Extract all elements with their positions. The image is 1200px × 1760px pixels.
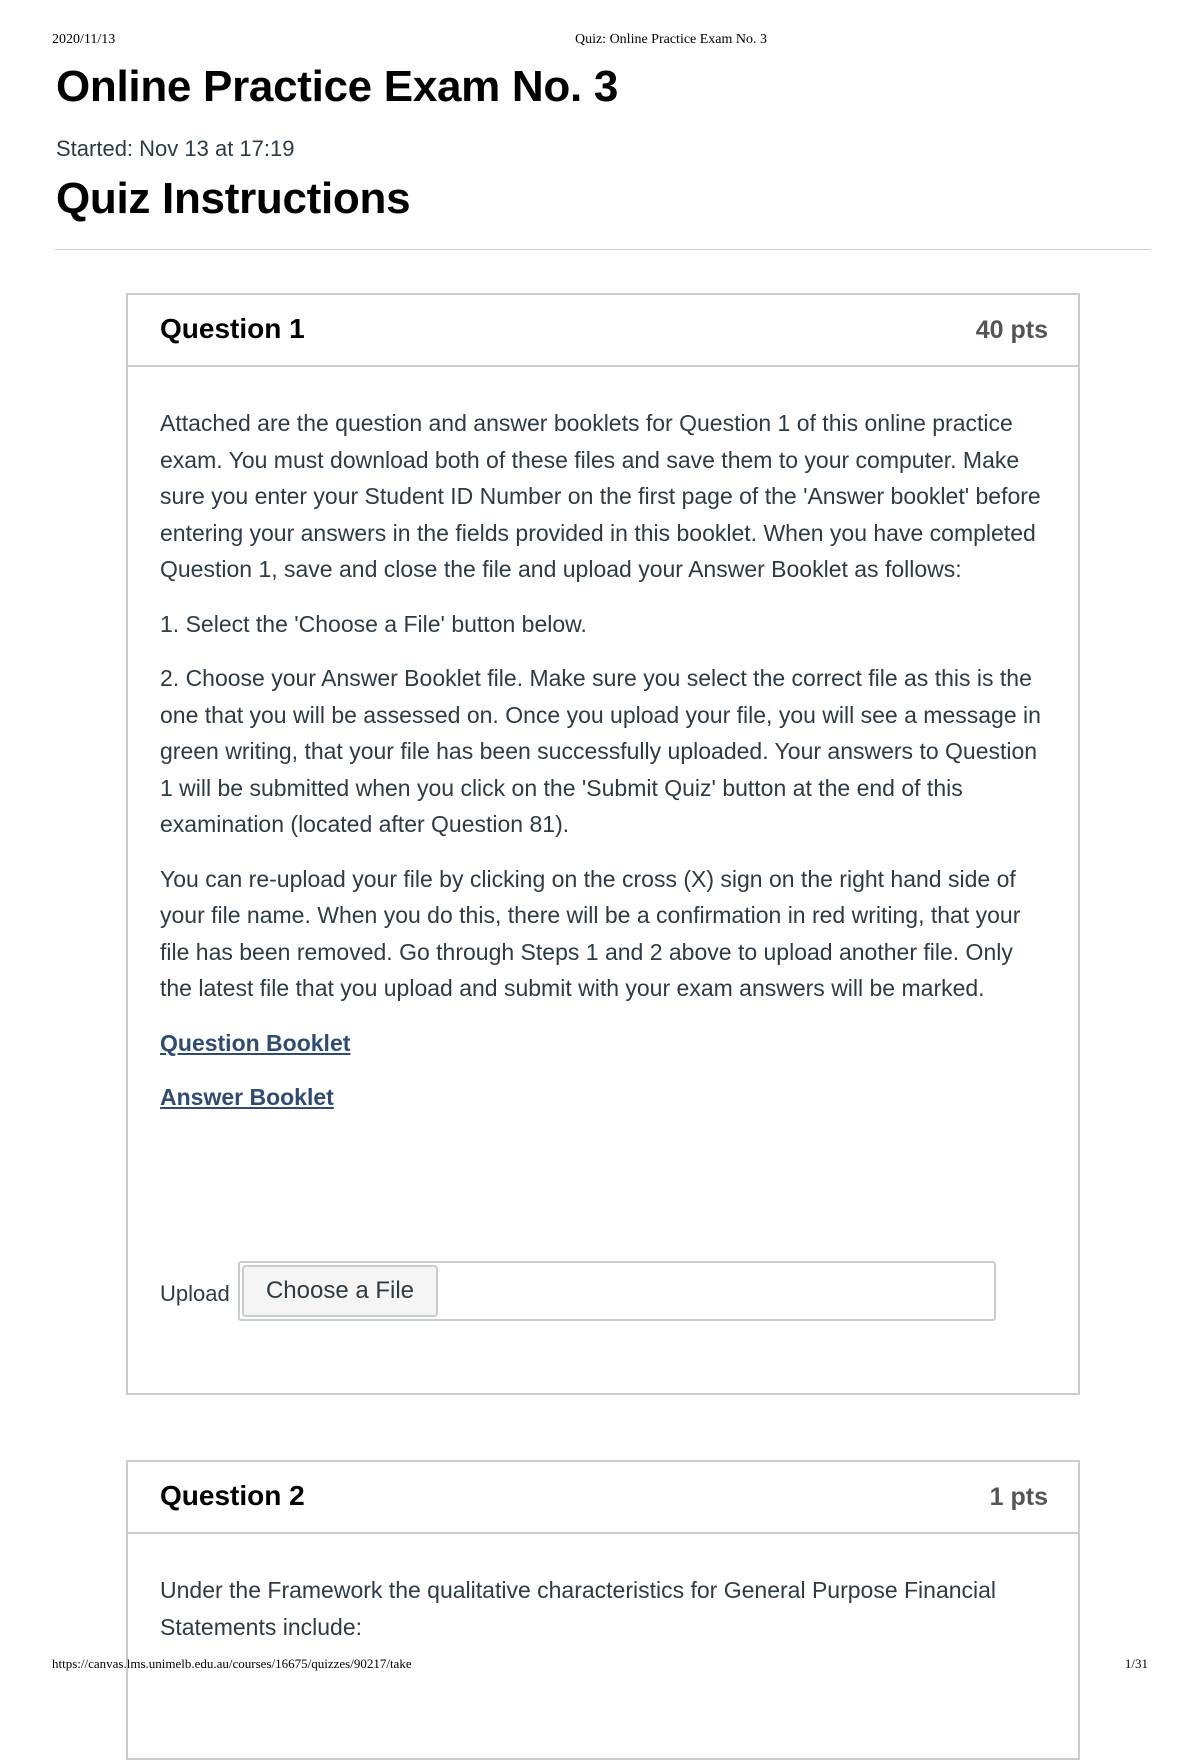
quiz-instructions-heading: Quiz Instructions: [56, 174, 411, 223]
question-2-header: [128, 1462, 1078, 1534]
print-page-title: Quiz: Online Practice Exam No. 3: [574, 32, 768, 47]
print-page-number: 1/31: [1124, 1656, 1148, 1671]
file-upload-field[interactable]: [238, 1261, 996, 1321]
question-booklet-link[interactable]: Question Booklet: [160, 1029, 351, 1056]
question-2-body: [128, 1534, 1078, 1645]
question-1-card: [126, 293, 1080, 1395]
answer-booklet-link[interactable]: Answer Booklet: [160, 1084, 334, 1110]
question-1-paragraph: 1. Select the 'Choose a File' button below.: [160, 610, 587, 637]
upload-label: Upload: [160, 1281, 230, 1306]
question-2-points: 1 pts: [989, 1483, 1048, 1511]
print-url: https://canvas.lms.unimelb.edu.au/courses/16675/quizzes/90217/take: [52, 1656, 412, 1671]
question-2-card: [126, 1460, 1080, 1760]
question-1-points: 40 pts: [975, 316, 1048, 344]
quiz-started-time: Started: Nov 13 at 17:19: [56, 136, 295, 161]
question-2-title: Question 2: [160, 1480, 305, 1511]
question-1-paragraph: You can re-upload your file by clicking on the cross (X) sign on the right hand side of your file name. When you do this, there will be a confirmation in red writing, that your file has been removed. Go through Steps 1 and 2 above to upload another file. Only the latest file that you upload and submit with your exam answers will be marked.: [160, 865, 1021, 1001]
question-1-header: [128, 295, 1078, 367]
page-title: Online Practice Exam No. 3: [56, 62, 618, 111]
question-1-paragraph: 2. Choose your Answer Booklet file. Make sure you select the correct file as this is the one that you will be assessed on. Once you upload your file, you will see a message in green writing, that your file has been successfully uploaded. Your answers to Question 1 will be submitted when you click on the 'Submit Quiz' button at the end of this examination (located after Question 81).: [160, 665, 1041, 837]
question-1-paragraph: Attached are the question and answer booklets for Question 1 of this online practice exam. You must download both of these files and save them to your computer. Make sure you enter your Student ID Number on the first page of the 'Answer booklet' before entering your answers in the fields provided in this booklet. When you have completed Question 1, save and close the file and upload your Answer Booklet as follows:: [160, 410, 1041, 582]
question-1-body: [128, 367, 1078, 1116]
print-date: 2020/11/13: [52, 32, 116, 47]
question-2-paragraph: Under the Framework the qualitative characteristics for General Purpose Financial Statements include:: [160, 1577, 997, 1640]
choose-file-button[interactable]: Choose a File: [242, 1265, 438, 1317]
question-1-title: Question 1: [160, 313, 305, 344]
divider: [55, 249, 1151, 250]
